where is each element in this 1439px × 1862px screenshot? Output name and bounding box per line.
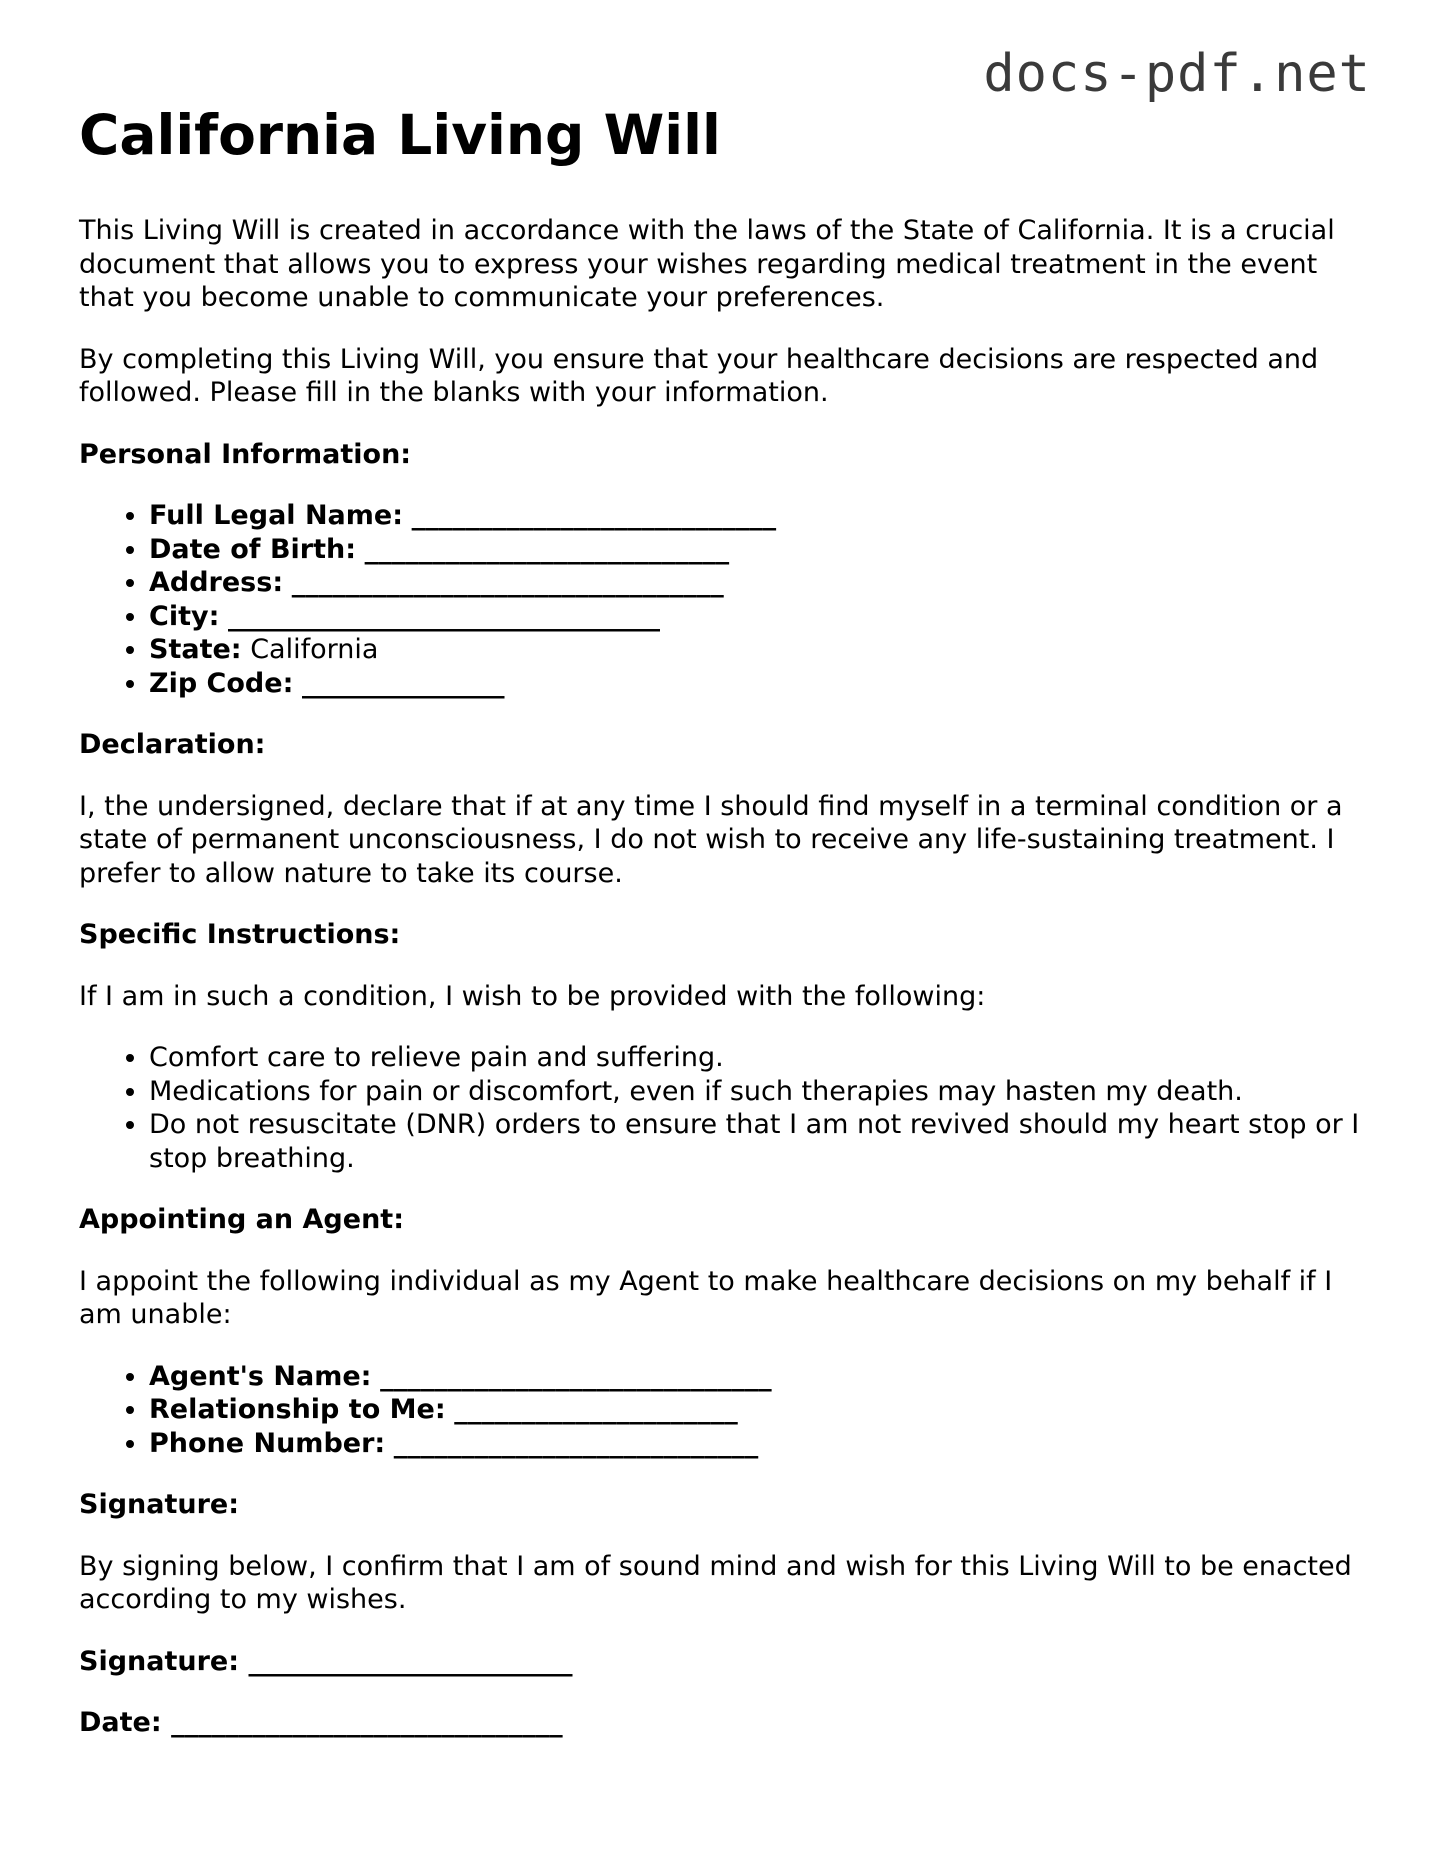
field-label: Address: <box>149 567 284 598</box>
field-label: Date of Birth: <box>149 533 357 565</box>
agent-heading: Appointing an Agent: <box>79 1204 404 1235</box>
field-blank[interactable]: ___________________________ <box>364 533 730 565</box>
personal-info-heading: Personal Information: <box>79 438 412 470</box>
declaration-text: I, the undersigned, declare that if at any time I should find myself in a terminal condition or a state of permanent unconsciousness, I do not wish to receive any life-sustaining treatment. I prefer to allow nature to take its course. <box>79 790 1343 889</box>
signature-line <box>79 1645 1369 1679</box>
field-state <box>149 633 1369 667</box>
signature-blank[interactable]: ________________________ <box>248 1645 573 1677</box>
instructions-heading: Specific Instructions: <box>79 919 401 950</box>
site-watermark: docs-pdf.net <box>983 44 1371 104</box>
field-blank[interactable]: ________________________________ <box>227 600 660 632</box>
field-label: State: <box>149 634 242 665</box>
field-blank[interactable]: ___________________________ <box>411 500 777 531</box>
field-phone-number <box>149 1427 1369 1461</box>
instruction-item: • Medications for pain or discomfort, even if such therapies may hasten my death. <box>149 1075 1369 1109</box>
intro-paragraph-2: By completing this Living Will, you ensure that your healthcare decisions are respected and followed. Please fill in the blanks with your information. <box>79 343 1319 408</box>
field-label: Agent's Name: <box>149 1360 372 1392</box>
signature-text: By signing below, I confirm that I am of sound mind and wish for this Living Will to be enacted according to my wishes. <box>79 1550 1352 1615</box>
field-label: Full Legal Name: <box>149 500 404 531</box>
signature-label: Signature: <box>79 1645 240 1677</box>
field-agent-name <box>149 1360 1369 1394</box>
field-blank[interactable]: _____________________________ <box>380 1360 772 1392</box>
document-title: California Living Will <box>79 103 721 167</box>
personal-info-list <box>79 499 1369 700</box>
instruction-item: • Do not resuscitate (DNR) orders to ensure that I am not revived should my heart stop or I stop breathing. <box>149 1108 1369 1175</box>
field-full-legal-name <box>149 499 1369 533</box>
field-relationship <box>149 1393 1369 1427</box>
date-blank[interactable]: _____________________________ <box>171 1707 563 1738</box>
field-label: Relationship to Me: <box>149 1394 446 1425</box>
field-blank[interactable]: _______________ <box>301 667 505 699</box>
field-label: Zip Code: <box>149 667 294 699</box>
field-blank[interactable]: _____________________ <box>454 1394 738 1425</box>
field-label: Phone Number: <box>149 1427 386 1459</box>
field-label: City: <box>149 600 220 632</box>
field-zip-code <box>149 667 1369 701</box>
signature-heading: Signature: <box>79 1489 240 1520</box>
document-page <box>79 100 1369 1768</box>
field-city <box>149 600 1369 634</box>
instruction-item: • Comfort care to relieve pain and suffering. <box>149 1041 1369 1075</box>
date-label: Date: <box>79 1707 162 1738</box>
date-line <box>79 1706 1369 1740</box>
field-address <box>149 566 1369 600</box>
intro-paragraph-1: This Living Will is created in accordance with the laws of the State of California. It is a crucial document that allows you to express your wishes regarding medical treatment in the event that you become unable to communicate your preferences. <box>79 215 1335 313</box>
agent-text: I appoint the following individual as my Agent to make healthcare decisions on my behalf if I am unable: <box>79 1265 1333 1330</box>
agent-info-list <box>79 1360 1369 1461</box>
field-date-of-birth <box>149 533 1369 567</box>
field-blank[interactable]: ________________________________ <box>291 567 724 598</box>
field-blank[interactable]: ___________________________ <box>393 1427 759 1459</box>
instructions-list <box>79 1041 1369 1175</box>
instructions-text: If I am in such a condition, I wish to be provided with the following: <box>79 980 986 1012</box>
declaration-heading: Declaration: <box>79 729 266 760</box>
field-value: California <box>250 634 379 665</box>
